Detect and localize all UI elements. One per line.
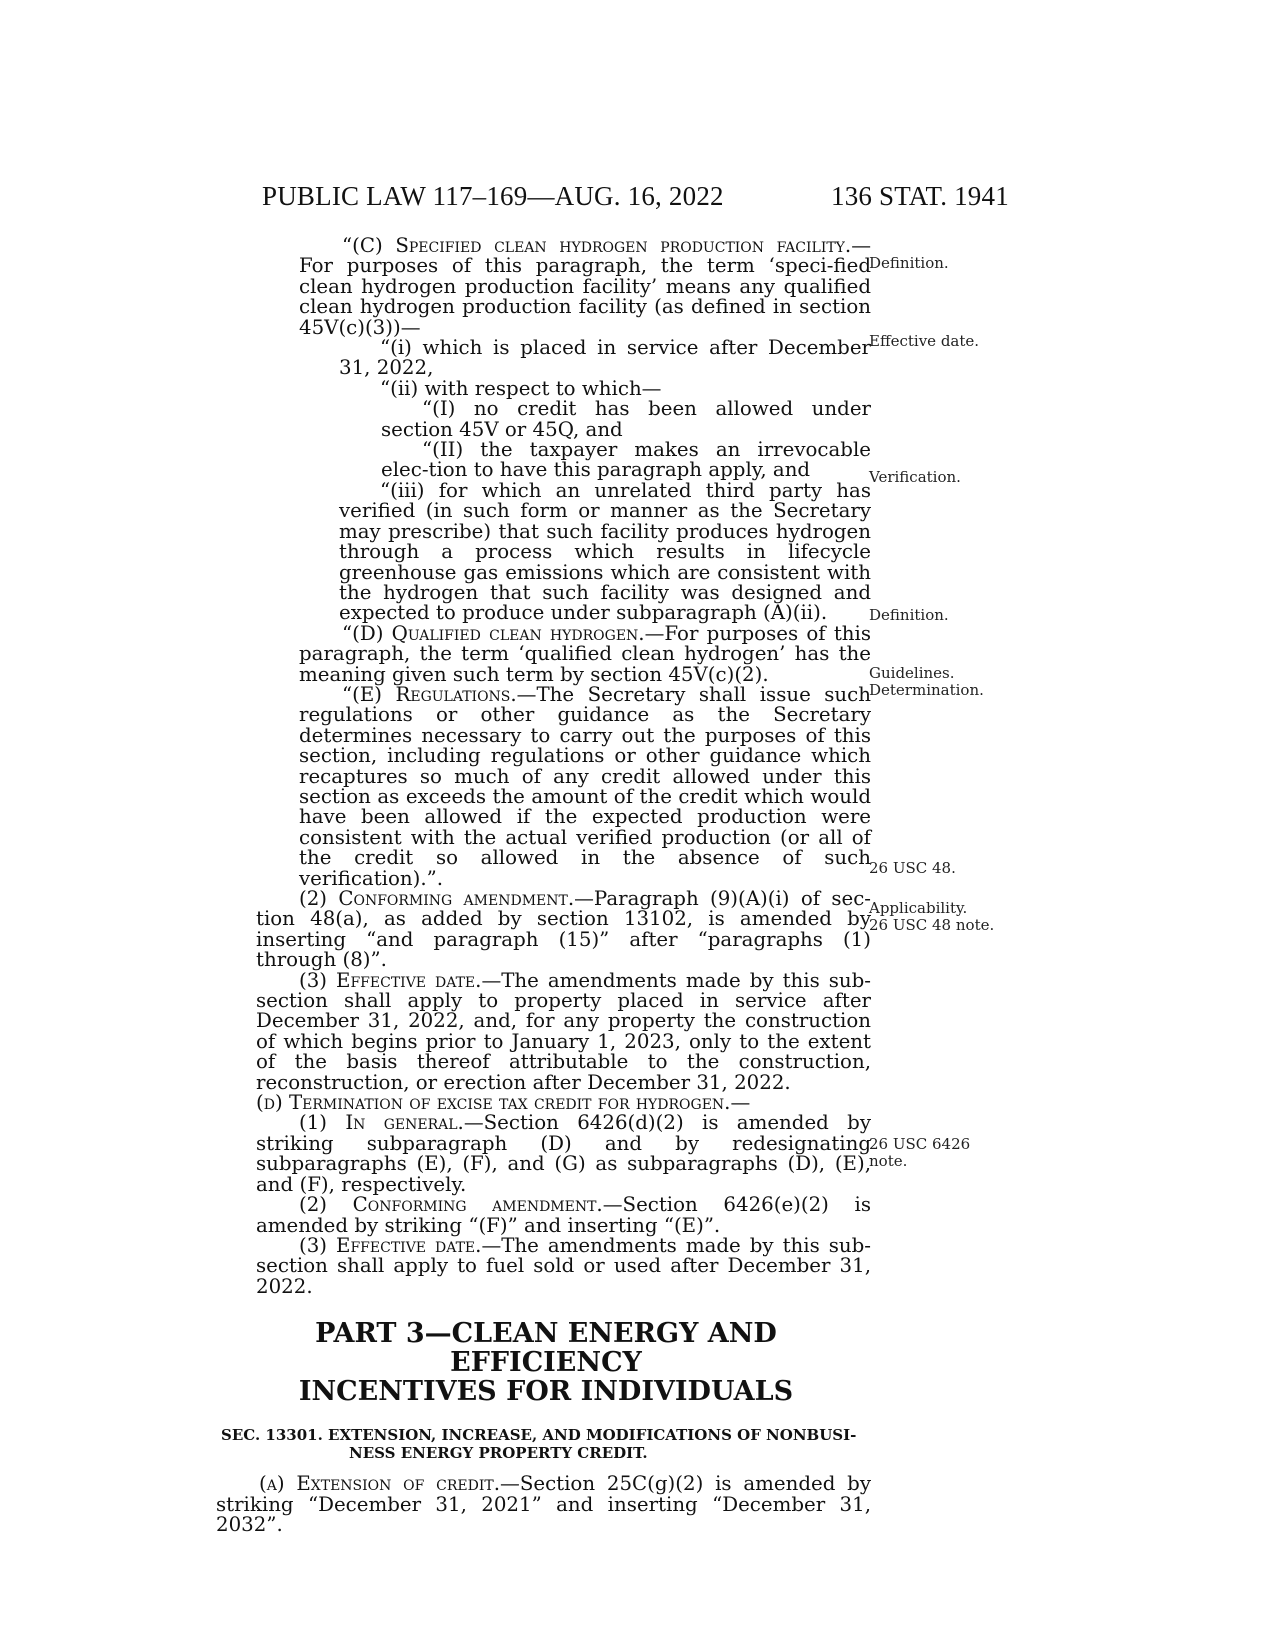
- heading-c: “(C) Specified clean hydrogen production facility.: [342, 234, 852, 257]
- body-d2: —Section 6426(e)(2) is amended by striking “(F)” and inserting “(E)”.: [256, 1193, 871, 1237]
- body-conforming-2: —Paragraph (9)(A)(i) of sec-tion 48(a), as added by section 13102, is amended by inserting “and paragraph (15)” after “paragraphs (1) through (8)”.: [256, 887, 871, 972]
- heading-subsection-d: (d) Termination of excise tax credit for hydrogen.—: [256, 1091, 751, 1115]
- heading-d: “(D) Qualified clean hydrogen.: [342, 621, 645, 645]
- heading-conforming-2: (2) Conforming amendment.: [299, 887, 575, 910]
- page-body: [216, 234, 871, 1536]
- part-heading-line-2: INCENTIVES FOR INDIVIDUALS: [298, 1376, 794, 1408]
- section-heading-line-2: NESS ENERGY PROPERTY CREDIT.: [349, 1444, 648, 1463]
- body-e: —The Secretary shall issue such regulations or other guidance as the Secretary determines necessary to carry out the purposes of this section, including regulations or other guidance which recaptures so much of any credit allowed under this section as exceeds the amount of the credit which would have been allowed if the expected production were consistent with the actual verified production (or all of the credit so allowed in the absence of such verification).”.: [299, 682, 871, 890]
- margin-note-guidelines: Guidelines.: [869, 664, 955, 682]
- body-d: —For purposes of this paragraph, the term ‘qualified clean hydrogen’ has the meaning given such term by section 45V(c)(2).: [299, 621, 871, 686]
- subsection-a: [216, 1474, 871, 1535]
- margin-note-determination: Determination.: [869, 681, 984, 699]
- body-d1: —Section 6426(d)(2) is amended by striking subparagraph (D) and by redesignating subparagraphs (E), (F), and (G) as subparagraphs (D), (E), and (F), respectively.: [256, 1111, 871, 1196]
- body-subsection-a: —Section 25C(g)(2) is amended by striking “December 31, 2021” and inserting “December 31, 2032”.: [216, 1472, 871, 1536]
- heading-d1: (1) In general.: [299, 1111, 464, 1135]
- section-body: [216, 1472, 871, 1536]
- margin-note-applicability: Applicability.: [869, 899, 968, 917]
- paragraph-d2: [256, 1195, 871, 1236]
- provisions: [256, 236, 871, 1297]
- margin-note-26usc6426-note: note.: [869, 1152, 908, 1170]
- section-heading: [221, 1426, 871, 1462]
- margin-note-26usc48-note: 26 USC 48 note.: [869, 916, 995, 934]
- paragraph-c: [256, 236, 871, 338]
- clause-c-iii: “(iii) for which an unrelated third party has verified (in such form or manner as the Secretary may prescribe) that such facility produces hydrogen through a process which results in lifecycle greenhouse gas emissions which are consistent with the hydrogen that such facility was designed and expected to produce under subparagraph (A)(ii).: [339, 478, 871, 625]
- body-c: —For purposes of this paragraph, the term ‘speci-fied clean hydrogen production facility’ means any qualified clean hydrogen production facility (as defined in section 45V(c)(3))—: [299, 234, 871, 339]
- body-d3: —The amendments made by this sub-section shall apply to fuel sold or used after December 31, 2022.: [256, 1233, 871, 1298]
- paragraph-conforming-2: [256, 889, 871, 971]
- subclause-c-ii-II: “(II) the taxpayer makes an irrevocable elec-tion to have this paragraph apply, and: [381, 438, 871, 482]
- clause-c-i: “(i) which is placed in service after December 31, 2022,: [339, 336, 871, 380]
- margin-note-26usc6426: 26 USC 6426: [869, 1135, 971, 1153]
- paragraph-effective-3: [256, 968, 871, 1094]
- margin-note-26usc48: 26 USC 48.: [869, 859, 956, 877]
- margin-note-definition-1: Definition.: [869, 254, 949, 272]
- heading-subsection-a: (a) Extension of credit.: [259, 1472, 501, 1496]
- heading-e: “(E) Regulations.: [342, 682, 517, 706]
- paragraph-e: [256, 682, 871, 890]
- part-heading-line-1: PART 3—CLEAN ENERGY AND EFFICIENCY: [315, 1318, 777, 1379]
- heading-effective-3: (3) Effective date.: [299, 968, 482, 992]
- margin-note-verification: Verification.: [869, 468, 961, 486]
- paragraph-d1: [256, 1113, 871, 1195]
- running-header-title: PUBLIC LAW 117–169—AUG. 16, 2022: [262, 181, 724, 211]
- margin-note-effective-date: Effective date.: [869, 332, 980, 350]
- heading-d2: (2) Conforming amendment.: [299, 1193, 603, 1217]
- body-effective-3: —The amendments made by this sub-section shall apply to property placed in service after December 31, 2022, and, for any property the construction of which begins prior to January 1, 2023, only to the extent of the basis thereof attributable to the construction, reconstruction, or erection after December 31, 2022.: [256, 968, 871, 1094]
- paragraph-d: [256, 621, 871, 686]
- subclause-c-ii-I: “(I) no credit has been allowed under section 45V or 45Q, and: [381, 397, 871, 441]
- section-heading-line-1: SEC. 13301. EXTENSION, INCREASE, AND MODIFICATIONS OF NONBUSI-: [221, 1426, 857, 1445]
- heading-d3: (3) Effective date.: [299, 1233, 482, 1257]
- margin-note-definition-2: Definition.: [869, 606, 949, 624]
- subsection-d: [256, 1093, 871, 1113]
- paragraph-d3: [256, 1233, 871, 1298]
- page-stat-number: 136 STAT. 1941: [831, 181, 1009, 211]
- clause-c-ii: “(ii) with respect to which—: [380, 376, 662, 400]
- part-heading: [221, 1319, 871, 1406]
